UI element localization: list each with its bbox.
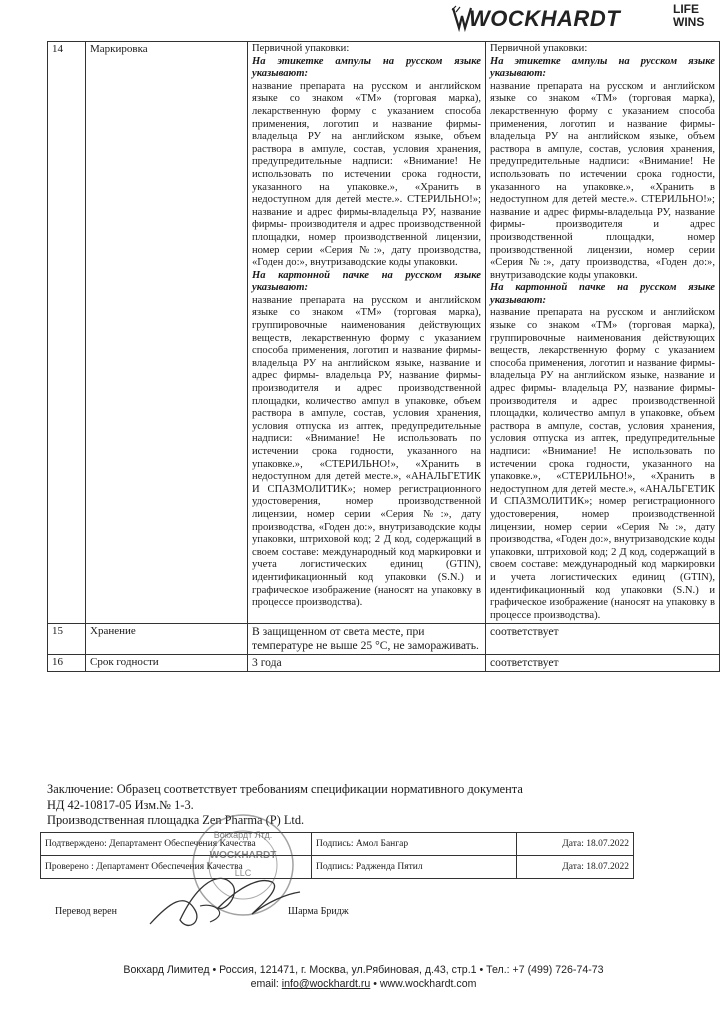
production-site: Производственная площадка Zen Pharma (P) Ltd. [47,813,305,827]
translation-verified: Перевод верен [55,906,117,917]
row-number: 16 [48,655,86,672]
result-cell: соответствует [486,624,720,655]
stamp-line: WOCKHARDT [209,850,277,861]
table-row [48,624,720,655]
signature-table [40,832,634,879]
stamp-line: Вокхардт Лтд. [213,830,273,840]
row-number: 14 [48,42,86,624]
table-row [48,655,720,672]
parameter-name: Срок годности [86,655,248,672]
footer-address: Вокхард Лимитед • Россия, 121471, г. Москва, ул.Рябиновая, д.43, стр.1 • Тел.: +7 (499) 726-74-73 [123,964,604,976]
conclusion-line: Заключение: Образец соответствует требованиям спецификации нормативного документа [47,782,523,796]
normative-doc: НД 42-10817-05 Изм.№ 1-3. [47,797,194,812]
conclusion [47,782,707,829]
handwritten-signature [140,862,310,942]
result-cell: Первичной упаковки: На этикетке ампулы на русском языке указывают: название препарата на русском и английском языке со знаком «TM» (торговая марка), лекарственную форму с указанием способа применения, логотип и название фирмы-владельца РУ на английском языке, объем раствора в ампуле, состав, условия хранения, предупредительные надписи: «Внимание! Не использовать по истечении срока годности, указанного на упаковке.», «Хранить в недоступном для детей месте.». СТЕРИЛЬНО!»; название и адрес фирмы-владельца РУ, название фирмы- производителя и адрес производственной площадки, номер производственной лицензии, номер серии «Серия №:», дату производства, «Годен до:», внутризаводские коды упаковки. На картонной пачке на русском языке указывают: название препарата на русском и английском языке со знаком «TM» (торговая марка), группировочные наименования действующих веществ, лекарственную форму с указанием способа применения, логотип и название фирмы-владельца РУ на английском языке, название и адрес фирмы- владельца РУ, название фирмы-производителя и адрес производственной площадки, количество ампул в упаковке, объем раствора в ампуле, состав, условия хранения, условия отпуска из аптек, предупредительные надписи: «Внимание! Не использовать по истечении срока годности, указанного на упаковке.», «СТЕРИЛЬНО!», «Хранить в недоступном для детей месте.», «АНАЛЬГЕТИК И СПАЗМОЛИТИК»; номер регистрационного удостоверения, номер производственной лицензии, номер серии «Серия №:», дату производства, «Годен до:», внутризаводские коды упаковки, штриховой код; 2 Д код, содержащий в своем составе: международный код маркировки и учета логистических единиц (GTIN), идентификационный код упаковки (S.N.) и графическое изображение (наносят на упаковку в процессе производства). [486,42,720,624]
tagline: LIFE WINS [673,2,705,29]
table-row [41,856,634,879]
website: • www.wockhardt.com [370,978,477,990]
spec-cell: 3 года [248,655,486,672]
stamp-line: LLC [234,868,252,878]
spec-cell: В защищенном от света месте, при температуре не выше 25 °С, не замораживать. [248,624,486,655]
footer-contacts: email: info@wockhardt.ru • www.wockhardt.com [250,978,477,990]
checked-date: Дата: 18.07.2022 [517,856,634,879]
parameter-name: Хранение [86,624,248,655]
spec-cell: Первичной упаковки: На этикетке ампулы на русском языке указывают: название препарата на русском и английском языке со знаком «TM» (торговая марка), лекарственную форму с указанием способа применения, логотип и название фирмы-владельца РУ на английском языке, объем раствора в ампуле, состав, условия хранения, предупредительные надписи: «Внимание! Не использовать по истечении срока годности, указанного на упаковке.», «Хранить в недоступном для детей месте.». СТЕРИЛЬНО!»; название и адрес фирмы-владельца РУ, название фирмы- производителя и адрес производственной площадки, номер производственной лицензии, номер серии «Серия №:», дату производства, «Годен до:», внутризаводские коды упаковки. На картонной пачке на русском языке указывают: название препарата на русском и английском языке со знаком «TM» (торговая марка), группировочные наименования действующих веществ, лекарственную форму с указанием способа применения, логотип и название фирмы-владельца РУ на английском языке, название и адрес фирмы- владельца РУ, название фирмы-производителя и адрес производственной площадки, количество ампул в упаковке, объем раствора в ампуле, состав, условия хранения, условия отпуска из аптек, предупредительные надписи: «Внимание! Не использовать по истечении срока годности, указанного на упаковке.», «СТЕРИЛЬНО!», «Хранить в недоступном для детей месте.», «АНАЛЬГЕТИК И СПАЗМОЛИТИК»; номер регистрационного удостоверения, номер производственной лицензии, номер серии «Серия №:», дату производства, «Годен до:», внутризаводские коды упаковки, штриховой код; 2 Д код, содержащий в своем составе: международный код маркировки и учета логистических единиц (GTIN), идентификационный код упаковки (S.N.) и графическое изображение (наносят на упаковку в процессе производства). [248,42,486,624]
table-row [41,833,634,856]
checked-signature: Подпись: Радженда Пятил [312,856,517,879]
approved-label: Подтверждено: Департамент Обеспечения Качества [41,833,312,856]
checked-label: Проверено : Департамент Обеспечения Качества [41,856,312,879]
specification-table [47,41,720,672]
table-row [48,42,720,624]
parameter-name: Маркировка [86,42,248,624]
row-number: 15 [48,624,86,655]
result-cell: соответствует [486,655,720,672]
brand-name: WOCKHARDT [469,6,621,31]
email-link[interactable]: info@wockhardt.ru [281,978,371,990]
approved-date: Дата: 18.07.2022 [517,833,634,856]
wockhardt-logo [451,2,713,38]
approved-signature: Подпись: Амол Бангар [312,833,517,856]
translator-name: Шарма Бридж [288,906,349,917]
